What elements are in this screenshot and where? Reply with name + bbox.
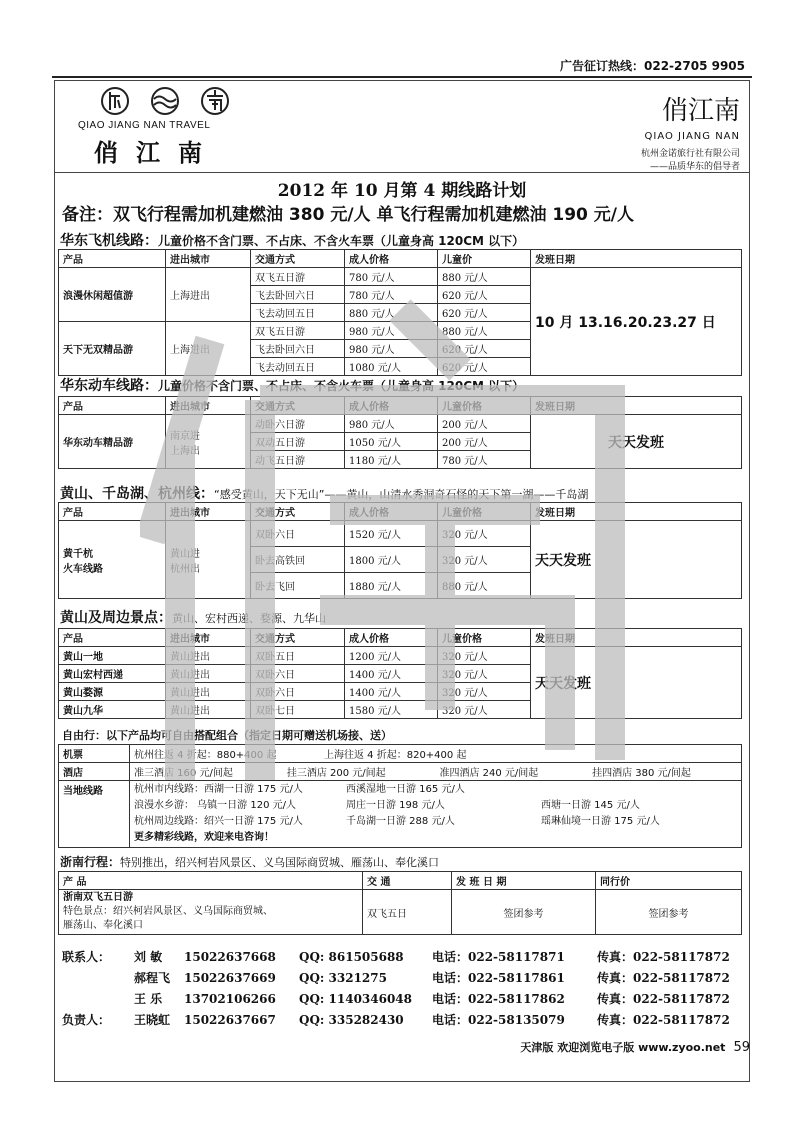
city: 黄山进出 [166,701,251,719]
brand-block [641,90,740,172]
child-price: 200 元/人 [438,433,531,451]
child-price: 320 元/人 [438,701,531,719]
city-in: 南京进 [170,430,200,442]
header-cell: 进出城市 [166,629,251,647]
section-label: 华东动车线路： [60,378,158,394]
header-cell: 产品 [59,503,166,521]
contact-role: 联系人： [62,950,111,964]
contact-fax: 传真：022-58117872 [597,1013,730,1027]
huadong-fly-table [58,249,742,376]
adult-price: 1200 元/人 [345,647,438,665]
contact-fax: 传真：022-58117872 [597,971,730,985]
city [166,415,251,469]
transport: 动飞五日游 [251,451,345,469]
local-item: 更多精彩线路，欢迎来电咨询！ [134,832,274,843]
child-price: 320 元/人 [438,547,531,573]
contact-name: 郝程飞 [134,971,171,985]
adult-price: 1080 元/人 [345,358,438,376]
child-price: 880 元/人 [438,322,531,340]
section-label: 黄山及周边景点： [60,610,172,626]
logo-symbol-nan-icon [198,86,232,116]
header-cell: 发班日期 [531,250,742,268]
logo-english: QIAO JIANG NAN TRAVEL [78,120,211,131]
child-price: 880 元/人 [438,573,531,599]
local-item: 千岛湖一日游 288 元/人 [346,816,455,827]
page-number: 59 [733,1040,750,1055]
transport: 双飞五日游 [251,322,345,340]
header-cell: 进出城市 [166,397,251,415]
slogan: ——品质华东的倡导者 [649,162,740,172]
city: 黄山进出 [166,683,251,701]
section-title-huangshan-area [60,607,326,627]
child-price: 620 元/人 [438,358,531,376]
adult-price: 1580 元/人 [345,701,438,719]
child-price: 880 元/人 [438,268,531,286]
header-cell: 产品 [59,397,166,415]
section-subtitle: 黄山、宏村西递、婺源、九华山 [172,612,326,625]
footer-text: 天津版 欢迎浏览电子版 www.zyoo.net [520,1041,726,1054]
departure-dates: 天天发班 [531,415,742,469]
ticket-cell [130,745,742,763]
child-price: 200 元/人 [438,415,531,433]
section-title-ziyou: 自由行：以下产品均可自由搭配组合（指定日期可赠送机场接、送） [62,729,392,742]
logo-block [78,86,258,176]
adult-price: 1520 元/人 [345,521,438,547]
header-cell: 发班日期 [531,397,742,415]
product-name: 黄山一地 [59,647,166,665]
product-detail [59,890,363,935]
header-cell: 发班日期 [531,503,742,521]
section-label: 华东飞机线路： [60,233,158,249]
local-item: 杭州周边线路：绍兴一日游 175 元/人 [134,816,303,827]
fuel-note: 备注：双飞行程需加机建燃油 380 元/人 单飞行程需加机建燃油 190 元/人 [62,205,634,225]
contact-fax: 传真：022-58117872 [597,992,730,1006]
contact-qq: QQ: 3321275 [299,970,387,985]
section-title-huangshan [60,483,588,503]
table-row [59,890,742,935]
transport: 卧去飞回 [251,573,345,599]
product-feature: 雁荡山、奉化溪口 [63,920,143,931]
departure-dates: 天天发班 [531,521,742,599]
local-item: 西塘一日游 145 元/人 [541,800,640,811]
contacts-block [62,946,752,1030]
header-cell: 成人价格 [345,250,438,268]
page-footer [520,1039,750,1055]
contact-fax: 传真：022-58117872 [597,950,730,964]
product-name [59,521,166,599]
section-label: 浙南行程： [60,855,121,869]
transport: 卧去高铁回 [251,547,345,573]
table-row [59,745,742,763]
header-cell: 成人价格 [345,503,438,521]
contact-name: 刘 敏 [134,950,163,964]
transport: 动卧六日游 [251,415,345,433]
peer-price: 签团参考 [596,890,742,935]
transport: 双卧五日 [251,647,345,665]
ticket-shanghai: 上海往返 4 折起：820+400 起 [324,750,467,761]
departure-dates: 签团参考 [452,890,596,935]
logo-symbol-wave-icon [148,86,182,116]
table-row [59,521,742,547]
brand-name: 俏江南 [661,96,740,126]
transport: 飞去动回五日 [251,358,345,376]
local-item: 瑶琳仙境一日游 175 元/人 [541,816,660,827]
product-name: 天下无双精品游 [59,322,166,376]
city-in: 黄山进 [170,548,200,560]
huadong-train-table [58,396,742,469]
contact-tel: 电话：022-58117862 [432,992,565,1006]
contact-role: 负责人： [62,1013,111,1027]
header-cell: 发 班 日 期 [452,872,596,890]
city-out: 杭州出 [170,563,200,575]
ad-hotline: 广告征订热线：022-2705 9905 [560,59,746,73]
table-row [59,763,742,781]
local-line [134,814,737,830]
child-price: 320 元/人 [438,647,531,665]
contact-row [62,1009,752,1030]
header-cell: 成人价格 [345,397,438,415]
logo-symbols [98,86,258,116]
transport: 双飞五日游 [251,268,345,286]
transport: 飞去卧回六日 [251,286,345,304]
table-row [59,647,742,665]
hotel-option: 挂三酒店 200 元/间起 [283,763,436,781]
header-cell: 儿童价格 [438,629,531,647]
city: 上海进出 [166,268,251,322]
adult-price: 980 元/人 [345,340,438,358]
contact-qq: QQ: 1140346048 [299,991,413,1006]
transport: 双动五日游 [251,433,345,451]
contact-mobile: 15022637669 [184,970,276,985]
product-name-line: 黄千杭 [63,548,93,560]
section-title-zhenan [60,853,439,870]
section-subtitle: 儿童价格不含门票、不占床、不含火车票（儿童身高 120CM 以下） [158,379,525,393]
product-feature: 特色景点：绍兴柯岩风景区、义乌国际商贸城、 [63,906,273,917]
zhenan-table [58,871,742,935]
child-price: 620 元/人 [438,340,531,358]
table-row [59,268,742,286]
ticket-hangzhou: 杭州往返 4 折起：880+400 起 [134,750,277,761]
adult-price: 1180 元/人 [345,451,438,469]
adult-price: 980 元/人 [345,415,438,433]
product-name: 华东动车精品游 [59,415,166,469]
local-line [134,830,737,846]
local-line [134,798,737,814]
city [166,521,251,599]
child-price: 620 元/人 [438,286,531,304]
contact-row [62,967,752,988]
adult-price: 780 元/人 [345,286,438,304]
city: 黄山进出 [166,647,251,665]
local-item: 周庄一日游 198 元/人 [346,800,445,811]
local-item: 杭州市内线路：西湖一日游 175 元/人 [134,784,303,795]
contact-mobile: 15022637667 [184,1012,276,1027]
table-row [59,781,742,848]
page-title: 2012 年 10 月第 4 期线路计划 [54,172,750,201]
top-rule [52,76,752,78]
logo-symbol-qiao-icon [98,86,132,116]
hotel-option: 准三酒店 160 元/间起 [130,763,283,781]
contact-mobile: 13702106266 [184,991,276,1006]
section-subtitle: 特别推出，绍兴柯岩风景区、义乌国际商贸城、雁荡山、奉化溪口 [120,856,440,869]
local-line [134,782,737,798]
adult-price: 880 元/人 [345,304,438,322]
section-subtitle: 儿童价格不含门票、不占床、不含火车票（儿童身高 120CM 以下） [158,234,525,248]
product-name: 浙南双飞五日游 [63,892,133,903]
local-lines [130,781,742,848]
row-label: 酒店 [59,763,130,781]
local-item: 浪漫水乡游： 乌镇一日游 120 元/人 [134,800,296,811]
transport: 双卧六日 [251,521,345,547]
hotel-option: 准四酒店 240 元/间起 [435,763,588,781]
header-cell: 交通方式 [251,397,345,415]
transport: 飞去动回五日 [251,304,345,322]
transport: 双卧六日 [251,683,345,701]
child-price: 620 元/人 [438,304,531,322]
contact-name: 王晓虹 [134,1013,171,1027]
transport: 双飞五日 [363,890,452,935]
header-cell: 产品 [59,629,166,647]
header-cell: 进出城市 [166,250,251,268]
header-cell: 产 品 [59,872,363,890]
contact-tel: 电话：022-58135079 [432,1013,565,1027]
header-cell: 儿童价格 [438,503,531,521]
contact-tel: 电话：022-58117871 [432,950,565,964]
section-subtitle: “感受黄山，天下无山”——黄山，山清水秀洞奇石怪的天下第一湖——千岛湖 [214,488,589,501]
header-cell: 交通方式 [251,629,345,647]
header-cell: 发班日期 [531,629,742,647]
section-title-huadong-train [60,375,524,395]
header-cell: 交通方式 [251,503,345,521]
adult-price: 1880 元/人 [345,573,438,599]
departure-dates: 天天发班 [531,647,742,719]
huangshan-area-table [58,628,742,719]
section-title-huadong-fly [60,230,524,250]
header-cell: 成人价格 [345,629,438,647]
departure-dates: 10 月 13.16.20.23.27 日 [531,268,742,376]
adult-price: 780 元/人 [345,268,438,286]
child-price: 780 元/人 [438,451,531,469]
logo-chinese: 俏江南 [94,138,220,167]
header-cell: 交 通 [363,872,452,890]
ziyou-table [58,744,742,848]
child-price: 320 元/人 [438,683,531,701]
contact-mobile: 15022637668 [184,949,276,964]
contact-qq: QQ: 861505688 [299,949,404,964]
city: 上海进出 [166,322,251,376]
product-name: 黄山婺源 [59,683,166,701]
table-header-row [59,397,742,415]
transport: 双卧七日 [251,701,345,719]
product-name: 黄山宏村西递 [59,665,166,683]
adult-price: 1050 元/人 [345,433,438,451]
adult-price: 1400 元/人 [345,665,438,683]
header-cell: 进出城市 [166,503,251,521]
header-cell: 同行价 [596,872,742,890]
header-cell: 交通方式 [251,250,345,268]
product-name: 浪漫休闲超值游 [59,268,166,322]
table-header-row [59,872,742,890]
row-label: 当地线路 [59,781,130,848]
contact-tel: 电话：022-58117861 [432,971,565,985]
huangshan-table [58,502,742,599]
brand-english: QIAO JIANG NAN [644,131,740,142]
header-cell: 儿童价 [438,250,531,268]
section-label: 黄山、千岛湖、杭州线： [60,486,214,502]
table-header-row [59,250,742,268]
table-row [59,415,742,433]
local-item: 西溪湿地一日游 165 元/人 [346,784,465,795]
contact-qq: QQ: 335282430 [299,1012,404,1027]
contact-name: 王 乐 [134,992,163,1006]
table-header-row [59,503,742,521]
city: 黄山进出 [166,665,251,683]
contact-row [62,988,752,1009]
child-price: 320 元/人 [438,521,531,547]
header-cell: 儿童价格 [438,397,531,415]
hotel-option: 挂四酒店 380 元/间起 [588,763,741,781]
adult-price: 1400 元/人 [345,683,438,701]
product-name: 黄山九华 [59,701,166,719]
product-name-line: 火车线路 [63,563,103,575]
transport: 双卧六日 [251,665,345,683]
city-out: 上海出 [170,445,200,457]
table-header-row [59,629,742,647]
adult-price: 1800 元/人 [345,547,438,573]
header-cell: 产品 [59,250,166,268]
row-label: 机票 [59,745,130,763]
transport: 飞去卧回六日 [251,340,345,358]
adult-price: 980 元/人 [345,322,438,340]
contact-row [62,946,752,967]
company-name: 杭州金诺旅行社有限公司 [640,149,740,159]
child-price: 320 元/人 [438,665,531,683]
